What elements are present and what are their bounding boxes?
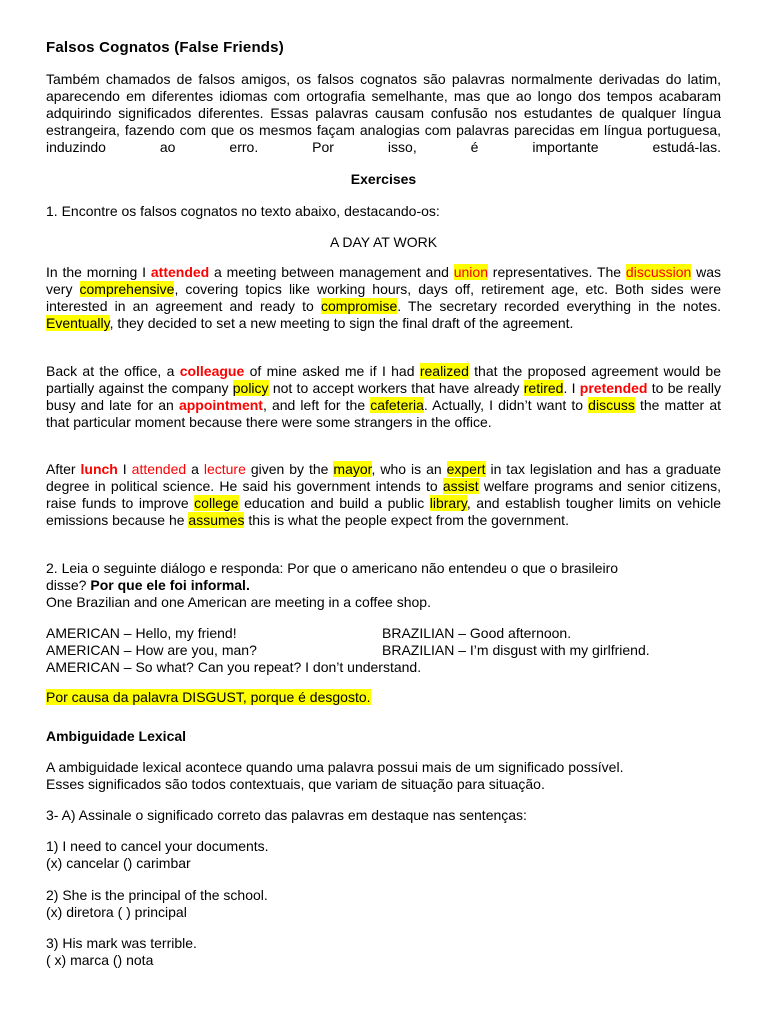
question-3: 3- A) Assinale o significado correto das palavras em destaque nas sentenças: bbox=[46, 807, 527, 823]
text-run: a meeting between management and bbox=[209, 264, 454, 280]
text-run: welfare programs and senior citizens, raise funds to improve bbox=[46, 478, 721, 511]
story-paragraph-3 bbox=[46, 461, 721, 529]
text-run: was very bbox=[46, 264, 722, 297]
exercise-item bbox=[46, 887, 721, 921]
page-title: Falsos Cognatos (False Friends) bbox=[46, 39, 284, 56]
text-run: , and establish tougher limits on vehicle emissions because he bbox=[46, 495, 721, 528]
story-paragraph-1 bbox=[46, 264, 721, 332]
marked-word: union bbox=[453, 264, 488, 280]
text-run: , and left for the bbox=[262, 397, 371, 413]
exercise-options: (x) diretora ( ) principal bbox=[46, 904, 187, 920]
marked-word: discuss bbox=[588, 397, 635, 413]
text-run: . I bbox=[563, 380, 580, 396]
text-run: In the morning I bbox=[46, 264, 151, 280]
dialog-row bbox=[46, 642, 726, 659]
exercise-sentence: 3) His mark was terrible. bbox=[46, 935, 197, 951]
text-run: of mine asked me if I had bbox=[244, 363, 420, 379]
exercise-item bbox=[46, 838, 721, 872]
marked-word: attended bbox=[150, 264, 210, 280]
marked-word: assist bbox=[442, 478, 479, 494]
story-title: A DAY AT WORK bbox=[329, 234, 438, 250]
dialog-american-line: AMERICAN – How are you, man? bbox=[46, 642, 257, 658]
marked-word: appointment bbox=[178, 397, 263, 413]
marked-word: Eventually bbox=[46, 315, 110, 331]
text-run: this is what the people expect from the government. bbox=[244, 512, 569, 528]
marked-word: compromise bbox=[321, 298, 398, 314]
text-run: . The secretary recorded everything in the notes. bbox=[397, 298, 721, 314]
story-paragraph-2 bbox=[46, 363, 721, 431]
text-run: education and build a public bbox=[238, 495, 430, 511]
highlighted-answer: Por causa da palavra DISGUST, porque é desgosto. bbox=[46, 689, 371, 705]
text-run: , covering topics like working hours, days off, retirement age, etc. Both sides were interested in an agreement and ready to bbox=[46, 281, 721, 314]
marked-word: comprehensive bbox=[79, 281, 175, 297]
text-run: not to accept workers that have already bbox=[268, 380, 524, 396]
ambiguity-paragraph bbox=[46, 759, 721, 793]
dialog-row bbox=[46, 659, 726, 676]
ambiguity-line-2: Esses significados são todos contextuais, que variam de situação para situação. bbox=[46, 776, 545, 792]
marked-word: discussion bbox=[625, 264, 692, 280]
marked-word: realized bbox=[419, 363, 469, 379]
text-run: to be really busy and late for an bbox=[46, 380, 721, 413]
marked-word: college bbox=[194, 495, 239, 511]
text-run: in tax legislation and has a graduate degree in political science. He said his government intends to bbox=[46, 461, 721, 494]
question-2-line-1: 2. Leia o seguinte diálogo e responda: Por que o americano não entendeu o que o brasileiro bbox=[46, 560, 619, 576]
marked-word: policy bbox=[232, 380, 269, 396]
marked-word: colleague bbox=[179, 363, 245, 379]
text-run: a bbox=[186, 461, 204, 477]
marked-word: retired bbox=[523, 380, 564, 396]
intro-paragraph bbox=[46, 71, 721, 156]
intro-text: Também chamados de falsos amigos, os falsos cognatos são palavras normalmente derivadas do latim, aparecendo em diferentes idiomas com ortografia semelhante, mas que ao longo dos tempos acabaram adquirindo significados diferentes. Essas palavras causam confusão nos estudantes de qualquer língua estrangeira, fazendo com que os mesmos façam analogias com palavras parecidas em língua portuguesa, induzindo ao erro. Por isso, é importante estudá-las. bbox=[46, 71, 721, 155]
marked-word: lecture bbox=[203, 461, 246, 477]
exercise-options: ( x) marca () nota bbox=[46, 952, 154, 968]
question-1: 1. Encontre os falsos cognatos no texto abaixo, destacando-os: bbox=[46, 203, 440, 219]
marked-word: expert bbox=[446, 461, 486, 477]
text-run: I bbox=[117, 461, 132, 477]
dialog-row bbox=[46, 625, 726, 642]
text-run: , who is an bbox=[371, 461, 447, 477]
text-run: the matter at that particular moment because there were some strangers in the office. bbox=[46, 397, 721, 430]
text-run: , they decided to set a new meeting to sign the final draft of the agreement. bbox=[109, 315, 574, 331]
dialog-brazilian-line: BRAZILIAN – I’m disgust with my girlfriend. bbox=[382, 642, 650, 658]
dialog bbox=[46, 625, 726, 676]
answer-line bbox=[46, 689, 721, 706]
question-2 bbox=[46, 560, 721, 611]
dialog-american-line: AMERICAN – So what? Can you repeat? I don’t understand. bbox=[46, 659, 422, 675]
marked-word: mayor bbox=[333, 461, 372, 477]
text-run: representatives. The bbox=[487, 264, 626, 280]
marked-word: library bbox=[429, 495, 467, 511]
marked-word: assumes bbox=[188, 512, 245, 528]
question-2-answer: Por que ele foi informal. bbox=[90, 577, 250, 593]
exercise-options: (x) cancelar () carimbar bbox=[46, 855, 191, 871]
dialog-brazilian-line: BRAZILIAN – Good afternoon. bbox=[382, 625, 572, 641]
ambiguity-line-1: A ambiguidade lexical acontece quando uma palavra possui mais de um significado possível. bbox=[46, 759, 624, 775]
ambiguity-heading: Ambiguidade Lexical bbox=[46, 728, 187, 744]
question-2-prompt: disse? bbox=[46, 577, 91, 593]
exercise-sentence: 1) I need to cancel your documents. bbox=[46, 838, 269, 854]
marked-word: lunch bbox=[80, 461, 118, 477]
exercise-item bbox=[46, 935, 721, 969]
text-run: that the proposed agreement would be partially against the company bbox=[46, 363, 721, 396]
marked-word: attended bbox=[131, 461, 187, 477]
marked-word: pretended bbox=[579, 380, 648, 396]
question-2-line-3: One Brazilian and one American are meeting in a coffee shop. bbox=[46, 594, 431, 610]
exercises-heading: Exercises bbox=[350, 171, 417, 187]
text-run: given by the bbox=[245, 461, 334, 477]
marked-word: cafeteria bbox=[370, 397, 424, 413]
text-run: After bbox=[46, 461, 81, 477]
text-run: Back at the office, a bbox=[46, 363, 180, 379]
exercise-sentence: 2) She is the principal of the school. bbox=[46, 887, 268, 903]
dialog-american-line: AMERICAN – Hello, my friend! bbox=[46, 625, 237, 641]
question-2-line-2 bbox=[46, 577, 721, 594]
text-run: . Actually, I didn’t want to bbox=[423, 397, 589, 413]
